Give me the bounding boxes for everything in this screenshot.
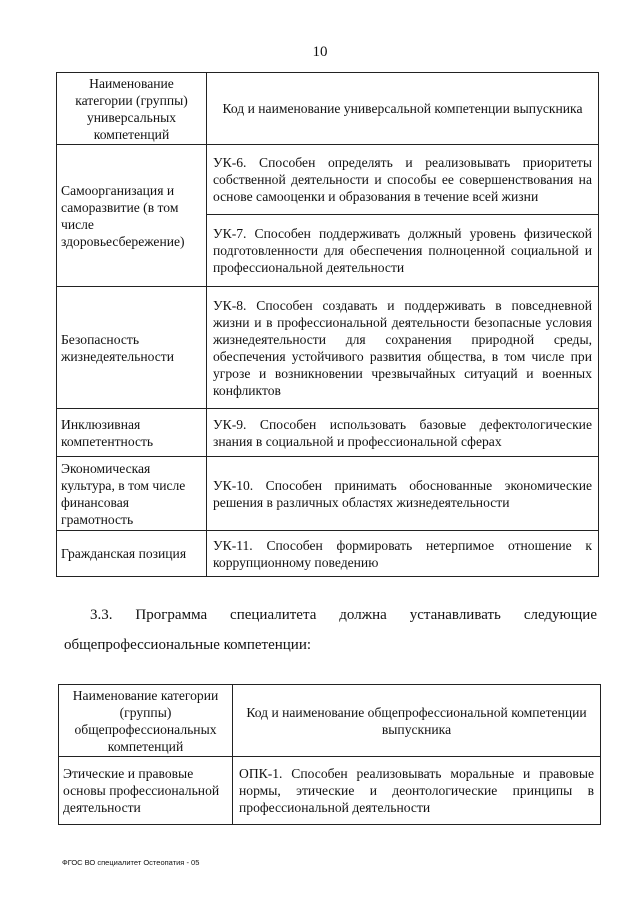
category-cell: Этические и правовые основы профессиональной деятельности (59, 757, 233, 825)
table-row (57, 287, 599, 409)
competence-cell: УК-11. Способен формировать нетерпимое отношение к коррупционному поведению (207, 531, 599, 577)
section-paragraph: 3.3. Программа специалитета должна устанавливать следующие общепрофессиональные компетенции: (64, 607, 597, 653)
category-cell: Безопасность жизнедеятельности (57, 287, 207, 409)
header-category-cell: Наименование категории (группы) универсальных компетенций (57, 73, 207, 145)
category-cell: Инклюзивная компетентность (57, 409, 207, 457)
table-header-row (57, 73, 599, 145)
competence-cell: УК-6. Способен определять и реализовывать приоритеты собственной деятельности и способы ее совершенствования на основе самооценки и образования в течение всей жизни (207, 145, 599, 215)
table-row (57, 457, 599, 531)
category-cell: Гражданская позиция (57, 531, 207, 577)
header-competence-cell: Код и наименование универсальной компетенции выпускника (207, 73, 599, 145)
table-row (57, 145, 599, 215)
table-row (59, 757, 601, 825)
header-category-cell: Наименование категории (группы) общепрофессиональных компетенций (59, 685, 233, 757)
table-header-row (59, 685, 601, 757)
table-row (57, 531, 599, 577)
general-professional-competences-table (58, 684, 601, 825)
competence-cell: УК-10. Способен принимать обоснованные экономические решения в различных областях жизнедеятельности (207, 457, 599, 531)
header-competence-cell: Код и наименование общепрофессиональной компетенции выпускника (233, 685, 601, 757)
footer-text: ФГОС ВО специалитет Остеопатия - 05 (62, 858, 200, 867)
competence-cell: УК-9. Способен использовать базовые дефектологические знания в социальной и профессиональной сферах (207, 409, 599, 457)
category-cell: Самоорганизация и саморазвитие (в том числе здоровьесбережение) (57, 145, 207, 287)
competence-cell: УК-8. Способен создавать и поддерживать в повседневной жизни и в профессиональной деятельности безопасные условия жизнедеятельности для сохранения природной среды, обеспечения устойчивого развития общества, в том числе при угрозе и возникновении чрезвычайных ситуаций и военных конфликтов (207, 287, 599, 409)
table-row (57, 409, 599, 457)
competence-cell: ОПК-1. Способен реализовывать моральные и правовые нормы, этические и деонтологические принципы в профессиональной деятельности (233, 757, 601, 825)
universal-competences-table (56, 72, 599, 577)
competence-cell: УК-7. Способен поддерживать должный уровень физической подготовленности для обеспечения полноценной социальной и профессиональной деятельности (207, 215, 599, 287)
page-number: 10 (312, 44, 328, 60)
category-cell: Экономическая культура, в том числе финансовая грамотность (57, 457, 207, 531)
